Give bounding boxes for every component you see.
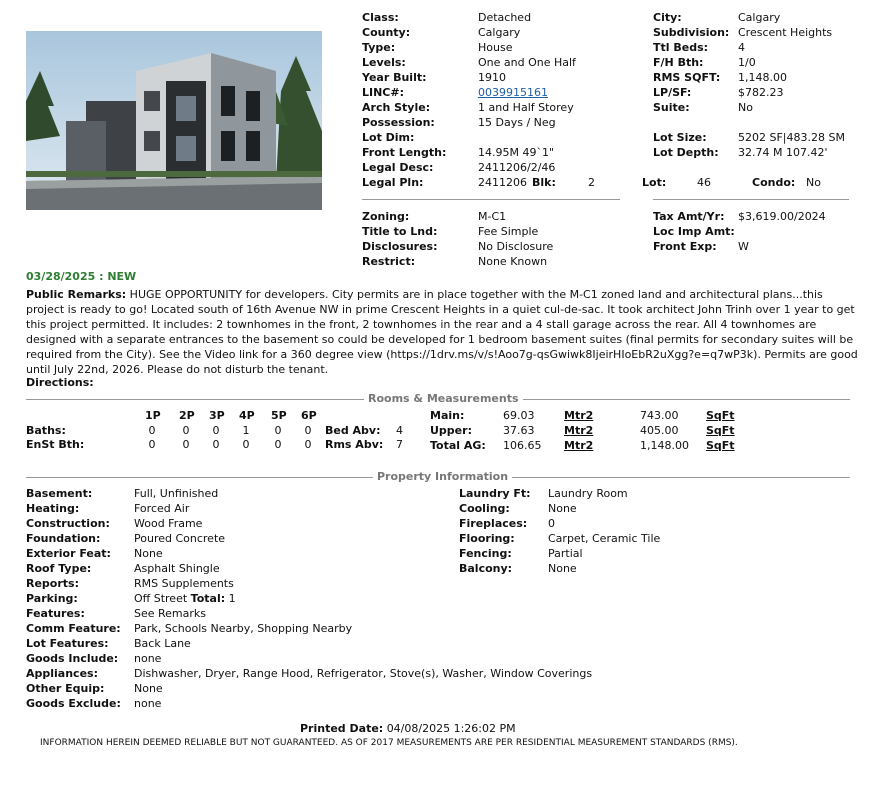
status-line: 03/28/2025 : NEW (26, 270, 137, 283)
bed-abv-label: Bed Abv: (325, 424, 381, 437)
basement-value: Full, Unfinished (134, 487, 219, 500)
flooring-label: Flooring: (459, 532, 515, 545)
title-to-land-value: Fee Simple (478, 225, 539, 238)
city-value: Calgary (738, 11, 781, 24)
tax-amt-label: Tax Amt/Yr: (653, 210, 725, 223)
year-built-label: Year Built: (362, 71, 427, 84)
parking-type: Off Street (134, 592, 188, 605)
bath-header-5p: 5P (271, 409, 287, 422)
disclosures-value: No Disclosure (478, 240, 554, 253)
city-label: City: (653, 11, 682, 24)
divider-right (653, 199, 849, 200)
bed-abv-value: 4 (396, 424, 403, 437)
lot-size-value: 5202 SF|483.28 SM (738, 131, 845, 144)
printed-date-label: Printed Date: (300, 722, 384, 735)
laundry-ft-value: Laundry Room (548, 487, 628, 500)
baths-2p: 0 (182, 424, 190, 437)
type-label: Type: (362, 41, 396, 54)
public-remarks (26, 287, 858, 377)
total-ag-sqft: 1,148.00 (640, 439, 689, 452)
appliances-value: Dishwasher, Dryer, Range Hood, Refrigerator, Stove(s), Washer, Window Coverings (134, 667, 593, 680)
directions-label: Directions: (26, 376, 94, 389)
suite-value: No (738, 101, 753, 114)
balcony-value: None (548, 562, 577, 575)
rms-abv-value: 7 (396, 438, 403, 451)
disclosures-label: Disclosures: (362, 240, 438, 253)
suite-label: Suite: (653, 101, 690, 114)
linc-link[interactable]: 0039915161 (478, 86, 548, 99)
county-value: Calgary (478, 26, 521, 39)
front-length-label: Front Length: (362, 146, 447, 159)
county-label: County: (362, 26, 411, 39)
bath-header-2p: 2P (179, 409, 195, 422)
class-label: Class: (362, 11, 399, 24)
front-exp-value: W (738, 240, 749, 253)
class-value: Detached (478, 11, 532, 24)
public-remarks-text: HUGE OPPORTUNITY for developers. City permits are in place together with the M-C1 zoned land and architectural plans...this project is ready to go! Located south of 16th Avenue NW in prime Crescent Heights in a quiet cul-de-sac. It took architect John Trinh over 1 year to get this project permitted. It includes: 2 townhomes in the front, 2 townhomes in the rear and a 4 stall garage across the rear. All 4 townhomes are designed with a separate entrances to the basement so could be developed for 1 bedroom basement suites (final permits for secondary suites will be required from the City). See the Video link for a 360 degree view (https://1drv.ms/v/s!Aoo7g-qsGwiwk8IjeirHIoEbR2uXgg?e=q7wP3k). Permits are good until July 22nd, 2026. Please do not disturb the tenant. (26, 288, 858, 376)
parking-label: Parking: (26, 592, 78, 605)
enst-4p: 0 (242, 438, 250, 451)
fh-bth-value: 1/0 (738, 56, 756, 69)
upper-sqft-unit[interactable]: SqFt (706, 424, 735, 437)
type-value: House (478, 41, 513, 54)
heating-label: Heating: (26, 502, 80, 515)
enst-2p: 0 (182, 438, 190, 451)
upper-m2-unit[interactable]: Mtr2 (564, 424, 594, 437)
enst-3p: 0 (212, 438, 220, 451)
baths-label: Baths: (26, 424, 66, 437)
rooms-section-title: Rooms & Measurements (364, 392, 523, 405)
ttl-beds-value: 4 (738, 41, 745, 54)
front-exp-label: Front Exp: (653, 240, 717, 253)
reports-label: Reports: (26, 577, 79, 590)
goods-include-value: none (134, 652, 162, 665)
heating-value: Forced Air (134, 502, 190, 515)
goods-exclude-value: none (134, 697, 162, 710)
construction-value: Wood Frame (134, 517, 203, 530)
exterior-feat-value: None (134, 547, 163, 560)
main-label: Main: (430, 409, 465, 422)
upper-label: Upper: (430, 424, 472, 437)
zoning-value: M-C1 (478, 210, 507, 223)
enst-5p: 0 (274, 438, 282, 451)
main-sqft: 743.00 (640, 409, 679, 422)
enst-1p: 0 (148, 438, 156, 451)
upper-m2: 37.63 (503, 424, 535, 437)
levels-label: Levels: (362, 56, 406, 69)
bath-header-3p: 3P (209, 409, 225, 422)
lot-value: 46 (697, 176, 711, 189)
total-ag-label: Total AG: (430, 439, 486, 452)
features-label: Features: (26, 607, 85, 620)
comm-feature-label: Comm Feature: (26, 622, 121, 635)
subdivision-label: Subdivision: (653, 26, 730, 39)
divider-left (362, 199, 620, 200)
baths-4p: 1 (242, 424, 250, 437)
linc-label: LINC#: (362, 86, 404, 99)
total-ag-sqft-unit[interactable]: SqFt (706, 439, 735, 452)
zoning-label: Zoning: (362, 210, 410, 223)
baths-6p: 0 (304, 424, 312, 437)
legal-desc-value: 2411206/2/46 (478, 161, 556, 174)
blk-value: 2 (588, 176, 595, 189)
fireplaces-label: Fireplaces: (459, 517, 528, 530)
features-value: See Remarks (134, 607, 207, 620)
parking-total-label: Total: (190, 592, 226, 605)
enst-6p: 0 (304, 438, 312, 451)
lp-sf-label: LP/SF: (653, 86, 692, 99)
printed-date-value: 04/08/2025 1:26:02 PM (386, 722, 516, 735)
cooling-value: None (548, 502, 577, 515)
lot-label: Lot: (642, 176, 667, 189)
total-ag-m2: 106.65 (503, 439, 542, 452)
baths-5p: 0 (274, 424, 282, 437)
possession-value: 15 Days / Neg (478, 116, 556, 129)
enst-bth-label: EnSt Bth: (26, 438, 85, 451)
main-sqft-unit[interactable]: SqFt (706, 409, 735, 422)
year-built-value: 1910 (478, 71, 506, 84)
fencing-label: Fencing: (459, 547, 512, 560)
lot-features-label: Lot Features: (26, 637, 109, 650)
arch-style-value: 1 and Half Storey (478, 101, 574, 114)
main-m2-unit[interactable]: Mtr2 (564, 409, 594, 422)
cooling-label: Cooling: (459, 502, 510, 515)
lp-sf-value: $782.23 (738, 86, 784, 99)
tax-amt-value: $3,619.00/2024 (738, 210, 826, 223)
possession-label: Possession: (362, 116, 435, 129)
property-section-title: Property Information (373, 470, 512, 483)
laundry-ft-label: Laundry Ft: (459, 487, 531, 500)
flooring-value: Carpet, Ceramic Tile (548, 532, 661, 545)
lot-size-label: Lot Size: (653, 131, 707, 144)
fireplaces-value: 0 (548, 517, 555, 530)
fencing-value: Partial (548, 547, 583, 560)
exterior-feat-label: Exterior Feat: (26, 547, 111, 560)
blk-label: Blk: (532, 176, 556, 189)
appliances-label: Appliances: (26, 667, 98, 680)
reports-value: RMS Supplements (134, 577, 234, 590)
front-length-value: 14.95M 49`1" (478, 146, 555, 159)
rms-sqft-value: 1,148.00 (738, 71, 787, 84)
rms-sqft-label: RMS SQFT: (653, 71, 721, 84)
basement-label: Basement: (26, 487, 93, 500)
restrict-label: Restrict: (362, 255, 416, 268)
subdivision-value: Crescent Heights (738, 26, 833, 39)
loc-imp-amt-label: Loc Imp Amt: (653, 225, 735, 238)
title-to-land-label: Title to Lnd: (362, 225, 438, 238)
legal-pln-value: 2411206 (478, 176, 527, 189)
upper-sqft: 405.00 (640, 424, 679, 437)
ttl-beds-label: Ttl Beds: (653, 41, 709, 54)
fh-bth-label: F/H Bth: (653, 56, 704, 69)
parking-value (134, 592, 236, 605)
main-m2: 69.03 (503, 409, 535, 422)
lot-dim-label: Lot Dim: (362, 131, 415, 144)
baths-1p: 0 (148, 424, 156, 437)
goods-include-label: Goods Include: (26, 652, 119, 665)
balcony-label: Balcony: (459, 562, 513, 575)
other-equip-value: None (134, 682, 163, 695)
rms-abv-label: Rms Abv: (325, 438, 384, 451)
total-ag-m2-unit[interactable]: Mtr2 (564, 439, 594, 452)
baths-3p: 0 (212, 424, 220, 437)
condo-label: Condo: (752, 176, 796, 189)
bath-header-1p: 1P (145, 409, 161, 422)
lot-depth-value: 32.74 M 107.42' (738, 146, 828, 159)
bath-header-6p: 6P (301, 409, 317, 422)
arch-style-label: Arch Style: (362, 101, 431, 114)
goods-exclude-label: Goods Exclude: (26, 697, 121, 710)
condo-value: No (806, 176, 821, 189)
foundation-label: Foundation: (26, 532, 101, 545)
lot-features-value: Back Lane (134, 637, 191, 650)
roof-type-label: Roof Type: (26, 562, 92, 575)
restrict-value: None Known (478, 255, 548, 268)
parking-total-value: 1 (228, 592, 236, 605)
printed-date (300, 722, 516, 735)
construction-label: Construction: (26, 517, 110, 530)
public-remarks-label: Public Remarks: (26, 288, 127, 301)
disclaimer: INFORMATION HEREIN DEEMED RELIABLE BUT NOT GUARANTEED. AS OF 2017 MEASUREMENTS ARE PER RESIDENTIAL MEASUREMENT STANDARDS (RMS). (40, 738, 738, 748)
property-photo (26, 31, 322, 210)
other-equip-label: Other Equip: (26, 682, 105, 695)
bath-header-4p: 4P (239, 409, 255, 422)
lot-depth-label: Lot Depth: (653, 146, 719, 159)
comm-feature-value: Park, Schools Nearby, Shopping Nearby (134, 622, 353, 635)
roof-type-value: Asphalt Shingle (134, 562, 220, 575)
legal-pln-label: Legal Pln: (362, 176, 424, 189)
foundation-value: Poured Concrete (134, 532, 226, 545)
legal-desc-label: Legal Desc: (362, 161, 434, 174)
levels-value: One and One Half (478, 56, 576, 69)
